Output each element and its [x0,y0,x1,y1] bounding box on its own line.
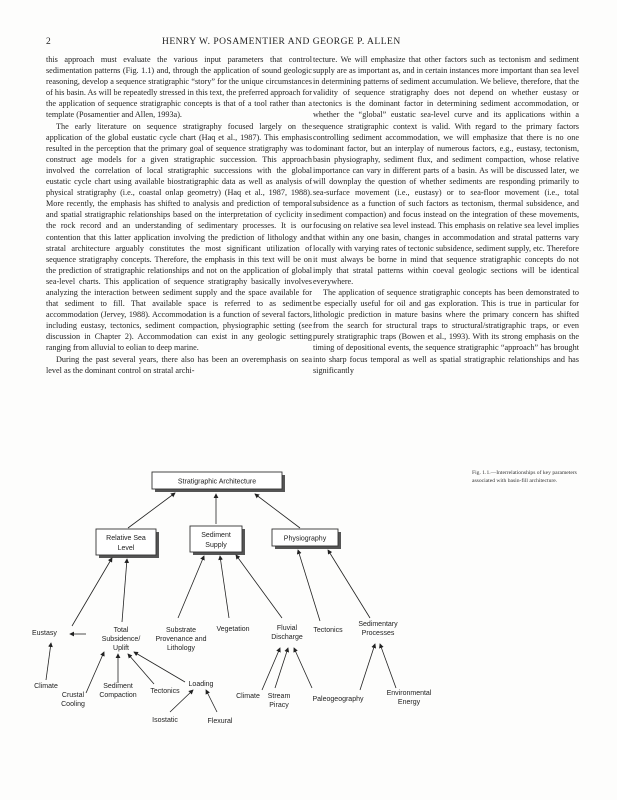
box-label: Sediment [201,532,231,539]
box-label: Level [117,545,135,552]
box-label: Physiography [283,535,327,543]
label-climate: Climate [34,683,58,690]
left-paragraph: During the past several years, there also has been an overemphasis on sea level as the dominant control on stratal archi- [46,354,312,375]
label-fluvial: Fluvial [276,625,298,632]
label-loading: Loading [188,681,214,688]
label-tectonics: Tectonics [150,688,180,695]
physiography-box [272,529,341,549]
label-sedimentary-processes: Sedimentary [358,621,398,628]
label-sediment-compaction: Compaction [99,692,137,699]
sediment-supply-box [190,526,245,555]
label-total: Uplift [113,645,129,652]
label-paleogeography: Paleogeography [312,696,364,703]
label-stream-piracy: Stream [267,693,291,700]
label-total: Total [113,627,129,634]
label-substrate: Lithology [166,645,196,652]
label-sediment-compaction: Sediment [103,683,133,690]
right-paragraph: The application of sequence stratigraphic concepts has been demonstrated to be especially useful for oil and gas exploration. This is true in particular for lithologic prediction in mature basins where the primary concern has shifted from the search for structural traps to structural/stratigraphic traps, or even purely stratigraphic traps (Bowen et al., 1993). With its strong emphasis on the timing of depositional events, the sequence stratigraphic “approach” has brought into sharp focus temporal as well as spatial stratigraphic relationships and has significantly [313,287,579,375]
left-paragraph: this approach must evaluate the various input parameters that control sedimentation patterns (Fig. 1.1) and, through the application of sound geologic reasoning, develop a sequence stratigraphic “story” for the unique circumstances of his basin. As will be repeatedly stressed in this text, the preferred approach for the application of sequence stratigraphic concepts is that of a tool rather than a template (Posamentier and Allen, 1993a). [46,55,312,120]
box-label: Supply [205,542,227,549]
label-environmental-energy: Energy [397,699,421,706]
left-paragraph: The early literature on sequence stratigraphy focused largely on the application of the global eustatic cycle chart (Haq et al., 1987). This emphasis resulted in the perception that the primary goal of sequence stratigraphy was to construct age models for a given stratigraphic succession. This approach involved the correlation of local stratigraphic successions with the global eustatic cycle chart using available biostratigraphic data as well as analysis of physical stratigraphy (i.e., coastal onlap geometry) (Haq et al., 1987, 1988). More recently, the emphasis has shifted to analysis and prediction of temporal and spatial stratigraphic relationships based on the interpretation of cyclicity in the rock record and an understanding of sedimentary processes. It is our contention that this latter application involving the prediction of lithology and stratal architecture arguably constitutes the most significant utilization of sequence stratigraphy concepts. Therefore, the emphasis in this text will be on the prediction of stratigraphic relationships and not on the application of global sea-level charts. This application of sequence stratigraphy basically involves analyzing the interaction between sediment supply and the space available for that sediment to fill. That available space is referred to as sediment accommodation (Jervey, 1988). Accommodation is a function of several factors, including eustasy, tectonics, sediment compaction, physiographic setting (see discussion in Chapter 2). Accommodation can exist in any geologic setting ranging from alluvial to eolian to deep marine. [46,121,312,353]
label-total: Subsidence/ [101,636,141,643]
label-isostatic: Isostatic [152,717,178,724]
label-flexural: Flexural [207,718,233,725]
right-paragraph: tecture. We will emphasize that other factors such as tectonism and sediment supply are as important as, and in certain instances more important than sea level in determining patterns of sediment accumulation. We believe, therefore, that the validity of sequence stratigraphy does not depend on whether eustasy or tectonics is the dominant factor in determining sediment accommodation, or whether the “global” eustatic sea-level curve and its applications within a sequence stratigraphic context is valid. With regard to the primary factors controlling sediment accommodation, we will emphasize that there is no one dominant factor, but an interplay of numerous factors, e.g., eustasy, tectonism, basin physiography, sediment flux, and sediment compaction, whose relative importance can vary in different parts of a basin. As will be discussed later, we will downplay the question of whether sediments are responding primarily to sea-surface movement (i.e., eustasy) or to sea-floor movement (i.e., total subsidence as a function of such factors as tectonism, thermal subsidence, and sediment compaction) and focus instead on the integration of these movements, focusing on relative sea level instead. This emphasis on relative sea level implies that within any one basin, changes in accommodation and stratal patterns vary locally with varying rates of tectonic subsidence, sediment supply, etc. Therefore it must always be borne in mind that sequence stratigraphic concepts do not imply that stratal patterns within coeval geologic sections will be identical everywhere. [313,55,579,286]
label-eustasy: Eustasy [32,630,57,637]
label-sedimentary-processes: Processes [361,630,395,637]
label-stream-piracy: Piracy [269,702,289,709]
label-fluvial: Discharge [271,634,303,641]
label-climate: Climate [236,693,260,700]
label-substrate: Substrate [166,627,196,634]
label-substrate: Provenance and [155,636,207,643]
label-vegetation: Vegetation [216,626,250,633]
box-label: Stratigraphic Architecture [177,478,257,486]
label-crustal-cooling: Crustal [61,692,85,699]
figure-caption: Fig. 1.1.—Interrelationships of key parameters associated with basin-fill architecture. [472,470,577,484]
box-label: Relative Sea [106,535,146,542]
running-title: HENRY W. POSAMENTIER AND GEORGE P. ALLEN [162,37,401,47]
label-crustal-cooling: Cooling [61,701,85,708]
label-tectonics: Tectonics [313,627,343,634]
label-environmental-energy: Environmental [386,690,432,697]
relative-sea-level-box [96,529,159,558]
stratigraphic-architecture-box [152,472,285,492]
page-number: 2 [46,37,51,47]
